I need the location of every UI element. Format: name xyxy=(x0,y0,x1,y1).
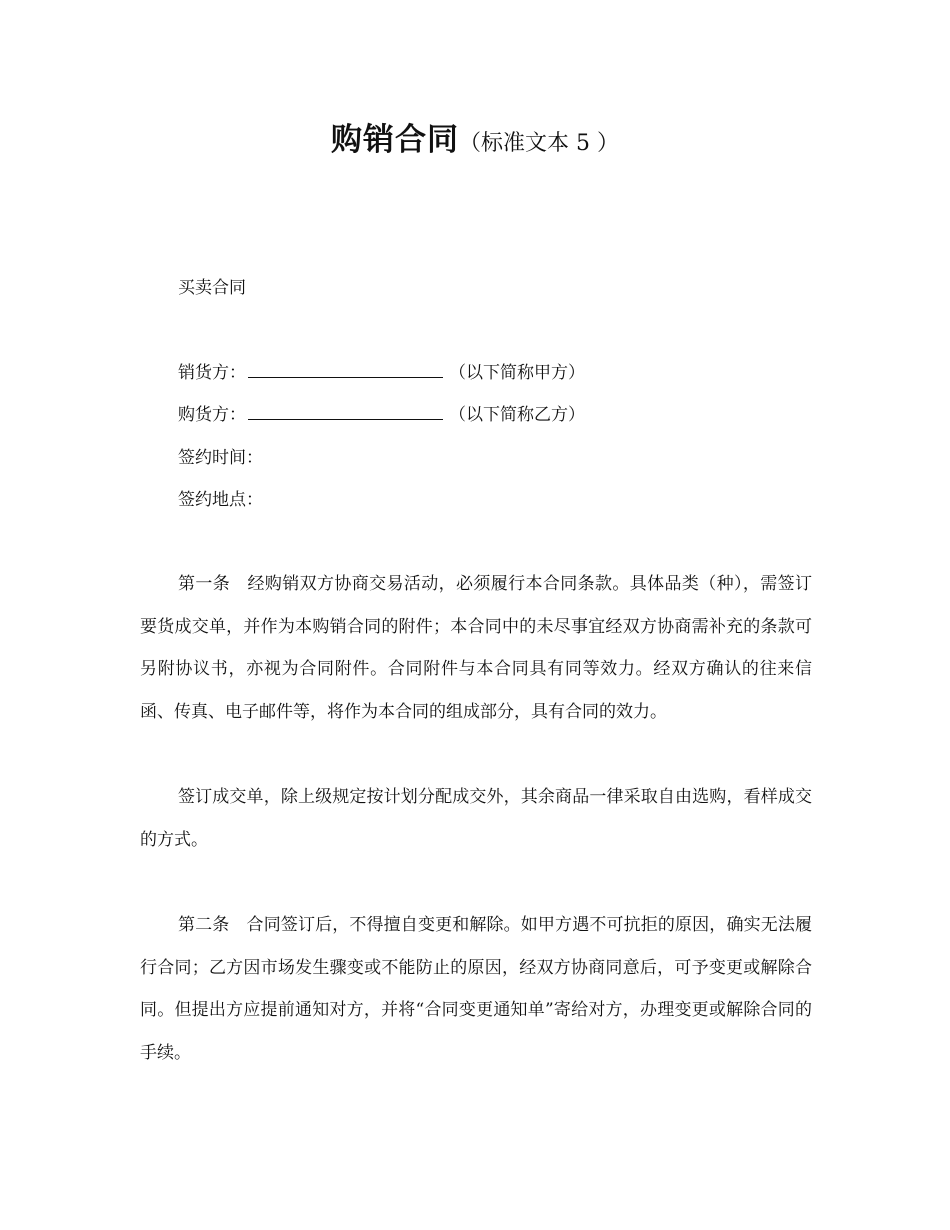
document-subtitle: 买卖合同 xyxy=(178,278,246,298)
sign-place-label: 签约地点： xyxy=(178,490,263,510)
document-title xyxy=(0,114,950,159)
buyer-blank xyxy=(248,405,443,420)
buyer-label: 购货方： xyxy=(178,405,246,425)
paragraph-order-form: 签订成交单，除上级规定按计划分配成交外，其余商品一律采取自由选购，看样成交的方式。 xyxy=(140,787,812,850)
title-main: 购销合同 xyxy=(331,122,459,158)
seller-line xyxy=(178,363,585,383)
seller-label: 销货方： xyxy=(178,363,246,383)
paragraph-article-1: 第一条 经购销双方协商交易活动，必须履行本合同条款。具体品类（种），需签订要货成交单，并作为本购销合同的附件；本合同中的未尽事宜经双方协商需补充的条款可另附协议书，亦视为合同附件。合同附件与本合同具有同等效力。经双方确认的往来信函、传真、电子邮件等，将作为本合同的组成部分，具有合同的效力。 xyxy=(140,574,812,722)
seller-blank xyxy=(248,363,443,378)
buyer-line xyxy=(178,405,585,425)
paragraph-article-2: 第二条 合同签订后，不得擅自变更和解除。如甲方遇不可抗拒的原因，确实无法履行合同；乙方因市场发生骤变或不能防止的原因，经双方协商同意后，可予变更或解除合同。但提出方应提前通知对方，并将“合同变更通知单”寄给对方，办理变更或解除合同的手续。 xyxy=(140,915,812,1063)
title-note: （标准文本 5 ） xyxy=(459,131,619,156)
buyer-note: （以下简称乙方） xyxy=(449,405,585,425)
seller-note: （以下简称甲方） xyxy=(449,363,585,383)
sign-time-label: 签约时间： xyxy=(178,448,263,468)
